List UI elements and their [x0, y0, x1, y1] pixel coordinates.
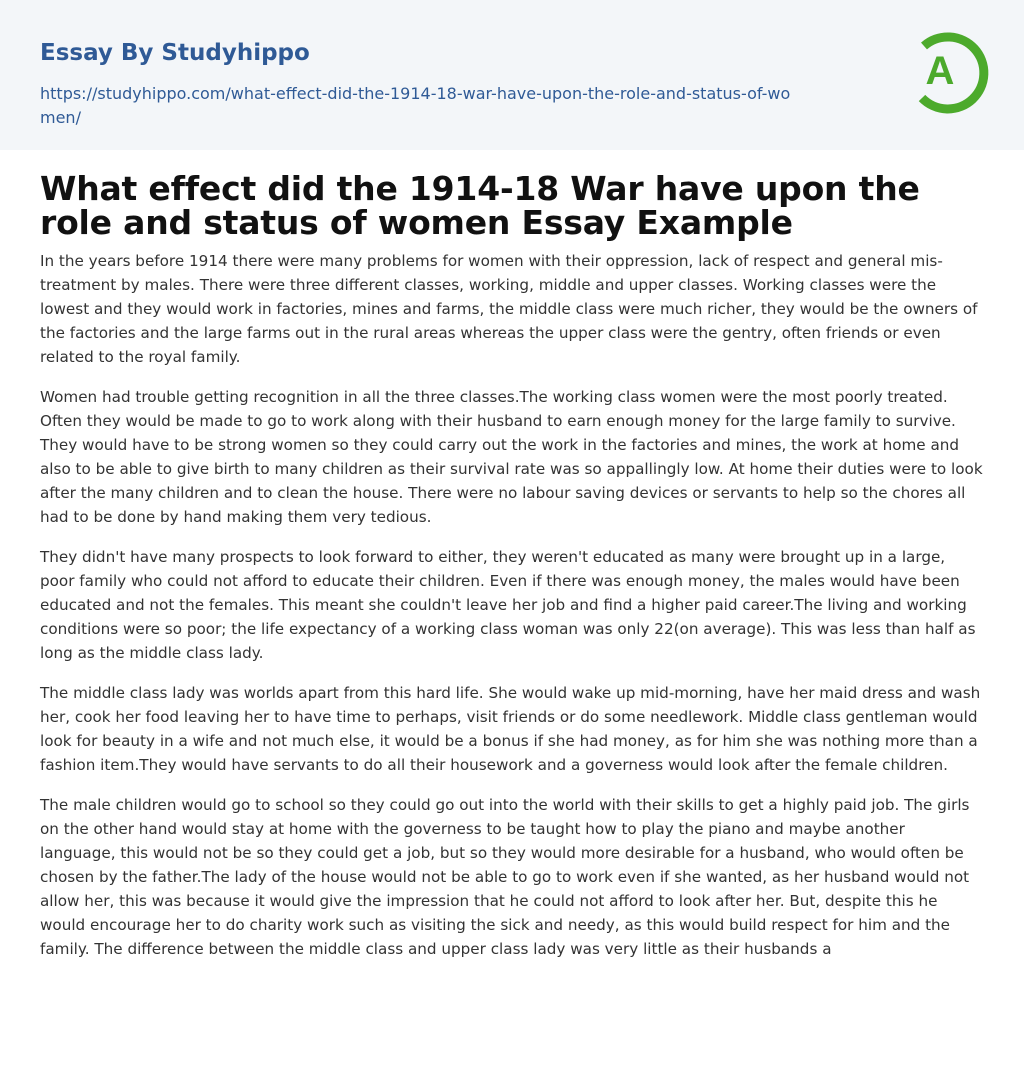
paragraph-3: They didn't have many prospects to look forward to either, they weren't educated as many were brought up in a large, poor family who could not afford to educate their children. Even if there was enough money, the males would have been educated and not the females. This meant she couldn't leave her job and find a higher paid career.The living and working conditions were so poor; the life expectancy of a working class woman was only 22(on average). This was less than half as long as the middle class lady. — [40, 548, 976, 662]
logo-letter: A — [925, 49, 955, 93]
article — [0, 169, 1024, 961]
paragraph-5: The male children would go to school so they could go out into the world with their skills to get a highly paid job. The girls on the other hand would stay at home with the governess to be taught how to play the piano and maybe another language, this would not be so they could get a job, but so they would more desirable for a husband, who would often be chosen by the father.The lady of the house would not be able to go to work even if she wanted, as her husband would not allow her, this was because it would give the impression that he could not afford to look after her. But, despite this he would encourage her to do charity work such as visiting the sick and needy, as this would build respect for him and the family. The difference between the middle class and upper class lady was very little as their husbands a — [40, 796, 970, 958]
paragraph-4: The middle class lady was worlds apart from this hard life. She would wake up mid-morning, have her maid dress and wash her, cook her food leaving her to have time to perhaps, visit friends or do some needlework. Middle class gentleman would look for beauty in a wife and not much else, it would be a bonus if she had money, as for him she was nothing more than a fashion item.They would have servants to do all their housework and a governess would look after the female children. — [40, 684, 981, 774]
paragraph-2: Women had trouble getting recognition in all the three classes.The working class women were the most poorly treated. Often they would be made to go to work along with their husband to earn enough money for the large family to survive. They would have to be strong women so they could carry out the work in the factories and mines, the work at home and also to be able to give birth to many children as their survival rate was so appallingly low. At home their duties were to look after the many children and to clean the house. There were no labour saving devices or servants to help so the chores all had to be done by hand making them very tedious. — [40, 388, 983, 526]
paragraph-1: In the years before 1914 there were many problems for women with their oppression, lack of respect and general mis- treatment by males. There were three different classes, working, middle and upper classes. Working classes were the lowest and they would work in factories, mines and farms, the middle class were much richer, they would be the owners of the factories and the large farms out in the rural areas whereas the upper class were the gentry, often friends or even related to the royal family. — [40, 252, 978, 366]
page-title: What effect did the 1914-18 War have upon the role and status of women Essay Example — [40, 169, 920, 242]
brand-title: Essay By Studyhippo — [40, 40, 310, 66]
source-url-link[interactable]: https://studyhippo.com/what-effect-did-the-1914-18-war-have-upon-the-role-and-status-of-women/ — [40, 84, 791, 127]
studyhippo-logo-icon[interactable] — [904, 26, 992, 118]
site-header — [0, 0, 1024, 150]
